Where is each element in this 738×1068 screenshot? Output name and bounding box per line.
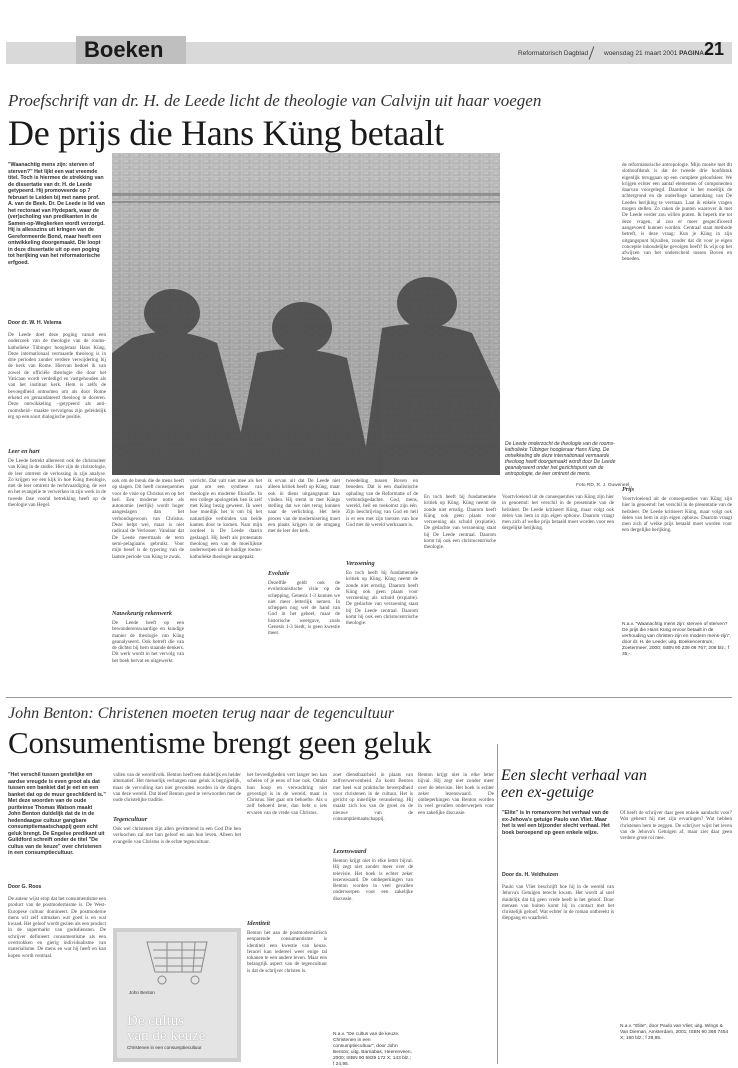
article3-source-note: N.a.v. "Elite", door Paulo van Vliet; uitg. Wings & Van Dieman, Amsterdam, 2001; ISBN 90 368 7454 X; 160 blz.; f 29,95. [620,1024,729,1041]
article3-divider [497,744,498,1064]
shopping-cart-icon [117,932,237,992]
article2-subhead-identiteit: Identiteit [247,920,271,927]
article3-col1-text: Paulo van Vliet beschrijft hoe hij in de wereld van Jehova's Getuigen terecht kwam. Het wordt al snel duidelijk dat hij geen vrede heeft in het geloof. Door mensen van buiten komt hij in contact met het christelijk geloof. Wat echter in de roman ontbreekt is diepgang en waarheid. [502,884,614,922]
paper-name: Reformatorisch Dagblad [518,50,589,57]
book-author: John Benton [129,990,155,995]
article2-kicker: John Benton: Christenen moeten terug naar de tegencultuur [8,705,395,722]
article1-headline: De prijs die Hans Küng betaalt [8,113,444,153]
article1-source-note: N.a.v. "Waanachtig mens zijn: sterven of sterven? De prijs die Hans Küng ervoor betaalt in de verhouding van christen-zijn en modern mens-zijn", door dr. H. de Leede; uitg. Boekencentrum, Zoetermeer, 2000; ISBN 90 239 08 767; 208 blz.; f 35,-. [622,622,731,657]
section-divider [6,697,732,698]
photo-caption: De Leede onderzocht de theologie van de rooms-katholieke Tübinger hoogleraar Hans Küng. De ontwikkeling die deze internationaal vermaarde theoloog heeft doorgemaakt wordt door De Leede geanalyseerd onder het gezichtspunt van de antropologie, de leer omtrent de mens. [505,441,616,477]
article2-subhead-tegencultuur: Tegencultuur [113,816,148,823]
article3-headline-line2: een ex-getuige [501,784,594,801]
book-title-line1: De cultus [127,1013,185,1029]
article2-col2-text: vallen van de wereldvolk. Benton heeft een duidelijk en helder alternatief. Het menselijk verlangen naar geluk is begrijpelijk, maar de vervulling kan niet gevonden worden in de dingen van deze wereld. Dat bleef Benton goed te verwoorden met de oude christelijke traditie. [113,772,241,804]
article1-right-col-text: de reformatorische antropologie. Mijn moeite met dit slothoofdstuk is dat de tweede drie hoofdstuk eigenlijk teruggaan op een complete geloofsleer. We krijgen echter een aantal elementen of componenten daarvan voorgelegd. Daardoor is het moeilijk de achtergrond en de onderlinge samenhang van De Leedes herijking te verstaan. Laat ik enkele vragen mogen stellen. Zo raken de punten waarover ik met De Leede verder zou willen praten. Ik beperk me tot deze vragen, al zou er meer gespecificeerd aangevoerd kunnen worden. Centraal staat methode betreft, is deze vraag: Kun je Küng in zijn uitgangspunt bijvallen, zonder dat dit voor je eigen conceptie inhoudelijke gevolgen heeft? Ik wijs op het afwijzen van het onderscheid tussen Boven en beneden. [622,162,732,263]
photo-credit: Foto RD, R. J. Ouweneel [576,483,630,488]
article1-subhead-leer: Leer en hart [8,448,40,455]
article1-col5-text: tweedeling tussen Boven en beneden. Dat is een dualistische ophaling van de Reformatie of de verbondsgedachte. God, mens, wereld, heil en toekomst zijn één. Zijn beschrijving van God en heil is er een met zijn toetsen van hoe God met de wereld werkzaam is. [346,478,418,529]
article2-col2b-text: Ook wel christenen zijn allen gevitterend in een God Die hen verloochen zal met hun geloof en aan hun leven. Alleen het evangelie van Christus is de echte tegencultuur. [113,826,241,845]
article1-subhead-rekenwerk: Nauwkeurig rekenwerk [112,610,172,617]
article1-col4b-text: Dezelfde geldt ook de evolutionistische visie op de schepping, Genesis 1-3 kunnen we niet meer letterlijk nemen. In scheppen nog wel de hand van God in het geheel, maar de historische weergave, zoals Genesis 1-3 biedt, is geen kwestie meer. [268,580,340,637]
article1-col2b-text: De Leede heeft op een bewonderenswaardige en kundige manier de theologie van Küng geanalyseerd. Ook betreft die van de dichtst bij hem staande denkers. Dit werk wordt in het vervolg van het boek hervat en uitgewerkt. [112,620,184,664]
article1-photo [112,153,500,475]
article1-col6-text: En toch heeft hij fundamentele kritiek op Küng. Küng neemt de zonde niet ernstig. Daarom heeft Küng ook geen plaats voor verzoening als schuld (expiatie). De gedachte van verzoening staat bij De Leede centraal. Daarom komt hij ook een christocentrische theologie. [424,494,496,551]
article3-col2-text: Of heeft de schrijver daar geen enkele aandacht voor? Wat gebeurt hij met zijn ervaringen? Wat hebben christenen hem te zeggen. De schrijver wijst het leven van de Jehova's Getuigen af, maar ziet daar geen verdere grote rol mee. [620,810,732,842]
section-title: Boeken [84,37,164,62]
page-label: PAGINA [679,50,704,57]
article1-kicker: Proefschrift van dr. H. de Leede licht de theologie van Calvijn uit haar voegen [8,91,542,110]
book-title [127,1014,205,1044]
article2-col4b-text: Benton krijgt niet in elke letter bijval. Hij zegt niet zonder meer over de televisie. Het boek is echter zeker lezenswaard. De ombeperkingen van Benton worden in veel gevallen onderwerpen voor een zakelijke discussie. [333,858,413,902]
article3-byline: Door ds. H. Veldhuizen [502,872,559,878]
book-title-line2: van de keuze [127,1028,206,1044]
page-header [6,36,732,66]
article2-lead: "Het verschil tussen gestelijke en aardse vreugde is even groot als dat tussen een bankiet dat je eet en een banket dat op de muur geschilderd is." Met deze woorden van de oude puriteinse Thomas Watson maakt John Benton duidelijk dat de in de hedendaagse cultuur gangbare consumptiemaatschappij geen echt geluk brengt. De Engelse predikant uit Guildford schreift onder de titel "De cultus van de keuze" over christenen in een consumptiecultuur. [8,772,106,856]
article2-subhead-lezenswaard: Lezenswaard [333,848,367,855]
article1-col1-text: De Leede doet deze poging vanuit een onderzoek van de theologie van de rooms-katholieke Tübinger hoogleraar Hans Küng. Deze internationaal vermaarde theoloog is in drie perioden zonder verdere verwijdering bij de kerk van Rome. Hiervan bedoel ik van zowel de officiële theologie die door het Vaticaan wordt verdedigd en vastgehouden als van het instituut kerk. Hem is zelfs de bevoegdheid ontnomen om als door Rome erkend en gemandateerd theoloog te doceren. Deze ontwikkeling –getypeerd als anti-roomsheid– maakte vervolgens zijn geleidelijk erg op een soort dialogische positie. [8,332,106,420]
article1-col2-text: ook om de breuk die de mens heeft op slagen. Dit heeft consequenties voor de visie op Christus en op het heil. Een moderne notie als autonomie (eerlijk) wordt hoger aangeslagen dan het verbondsgewoon van Christus. Deze helpt wel, maar is niet radicaal de Verlosser. Vandaar dat De Leede meermaals de term semi-pelagiaans gebruikt. Voor mijn besef is de typering van de laatste periode van Küng te zwak. [112,478,184,560]
article2-headline: Consumentisme brengt geen geluk [8,725,432,760]
article3-lead: "Elite" is in romanvorm het verhaal van de ex-Jehova's getuige Paulo van Vliet. Maar het is wel een bijzonder slecht verhaal. Het boek beroepend op geen enkele wijze. [502,810,610,836]
article2-col3-text: het bevredigheden vert langer ten kan scheien of je eens of hoe ook. Omdat hun hoop en verwachting niet gevestigd is in de wereld, maar in Christus. Het gaat om behoefte. Als u zelf behoerd bent, dan hebt u iets ervaren van de vrede van Christus. [247,772,327,816]
article1-col7-text: Voortvloeiend uit de consequenties van Küng zijn hier in genoemd: het verschil in de presentatie van de heilsleer. De Leede kritiseert Küng, maar volgt ook delen van hem in zijn eigen opbouw. Daarom vraagt men zich af welke prijs betaald moet worden voor een dergelijke herijking. [502,494,614,532]
article1-col5b-text: En toch heeft hij fundamentele kritiek op Küng. Küng neemt de zonde niet ernstig. Daarom heeft Küng ook geen plaats voor verzoening als schuld (expiatie). De gedachte van verzoening staat bij De Leede centraal. Daarom komt hij ook een christocentrische theologie. [346,570,418,627]
article1-right-col-b-text: Voortvloeiend uit de consequenties van Küng zijn hier in genoemd: het verschil in de presentatie van de heilsleer. De Leede kritiseert Küng, maar volgt ook delen van hem in zijn eigen opbouw. Daarom vraagt men zich af welke prijs betaald moet worden voor een dergelijke herijking. [622,496,732,534]
article3-headline-line1: Een slecht verhaal van [501,767,647,784]
article1-col3-text: verricht. Dat valt niet mee als het gaat om een synthese van theologie en moderne filosofie. In een college apologetiek ben ik zelf met Küng bezig geweest. Ik weet hoe moeilijk het is om bij het natuurlijke verbinden van beide kanten door te komen. Naar mijn oordeel is De Leede daarin geslaagd. Hij heeft als protestants theoloog een van de moeilijkste onderwerpen uit de huidige rooms-katholieke theologie aangepakt. [190,478,262,560]
article2-col5-text: Benton krijgt niet in elke letter bijval. Hij zegt niet zonder meer over de televisie. Het boek is echter zeker lezenswaard. De ombeperkingen van Benton worden in veel gevallen onderwerpen voor een zakelijke discussie. [418,772,494,816]
article2-source-note: N.a.v. "De cultus van de keuze. Christenen in een consumptiecultuur", door John Benton; uitg. Barnabas, Heerenveen, 2000; ISBN 90 5829 172 X; 143 blz.; f 24,95. [333,1032,412,1067]
page-number: 21 [704,39,725,59]
shadows-on-pavement-image [112,153,500,475]
book-subtitle: Christenen in een consumptiecultuur [127,1045,202,1050]
article1-byline: Door dr. W. H. Velema [8,320,62,326]
article2-col4-text: zoet dienstbaarheid in plaats van zelfverwervenheid. Zo komt Benton met heel wat praktische bewerpdheid voor christenen in de cultuur. Het is gericht op innerlijke verandering. Hij maakt zich los van de groei en de nieuwe van de consumptiemaatschappij. [333,772,413,823]
article1-subhead-evolutie: Evolutie [268,570,290,577]
book-cover [113,928,241,1062]
issue-date-text: woensdag 21 maart 2001 [604,50,678,57]
article2-col1-text: De auteur wijst erop dat het consumentisme een product van de postmodernisme is. De West-Europese cultuur domineert. De postmoderne mens wil zelf uitmaken wat goed is en wat kwaad. Het geloof wordt gezien als een product in de supermarkt van godsdiensten. De schrijver definieert consumentisme als een overtrokken en gierig individualisme van materialisme. De mens en wat hij heeft en kan kopen wordt centraal. [8,896,106,959]
article3-headline [501,767,731,801]
article1-subhead-prijs: Prijs [622,486,635,493]
article2-col3b-text: Benton het aan de postmodernistisch eenparende consumentisme is identiteit een kwestie van keuze. Ieracel kan iedereel weer enige tal tokanen te een andere leven. Maar een belangrijk aspect van de tegencultuur is dat de schrijver christen is. [247,930,327,974]
article1-col4-text: ik ervan uit dat De Leede niet alleen kritiek heeft op Küng, maar ook in diens uitgangspunt kan vinden. Hij stemt in met Küngs stelling dat we niet terug kunnen naar de verlichting. Het hele proces van de modernisering moet een plaats krijgen in de omgang met de leer der kerk. [268,478,340,535]
article1-subhead-verzoening: Verzoening [346,560,375,567]
article1-col1b-text: De Leede betrekt allereerst ook de christusleer van Küng in de studie. Hier zijn de christologie, de leer omtrent de verlossing in zijn analyse. Zo krijgen we een kijk in hoe Küng theologie, met de leer omtrent de rechtvaardiging, de wet en het evangelie te verwerken in zijn werk in de tweede fase vooral betrekking heeft op de theologie van Hegel. [8,458,106,509]
issue-date [604,50,704,57]
article2-byline: Door G. Roos [8,884,42,890]
article1-lead: "Waanachtig mens zijn: sterven of sterven?" Het lijkt een wat vreemde titel. Toch is hiermee de strekking van de dissertatie van dr. H. de Leede getypeerd. Hij promoveerde op 7 februari te Leiden bij met name prof. A. van de Beek. Dr. De Leede is lid van het rectoraat van Hydepark, waar de (ver)scholing van predikanten in de Samen-op-Wegkerken wordt verzorgd. Hij is allesszins uit kringen van de Gereformeerde Bond, maar heeft een ontwikkeling doorgemaakt. Die loopt in deze dissertatie uit op een poging tot herijking van het reformatorische erfgoed. [8,162,105,266]
